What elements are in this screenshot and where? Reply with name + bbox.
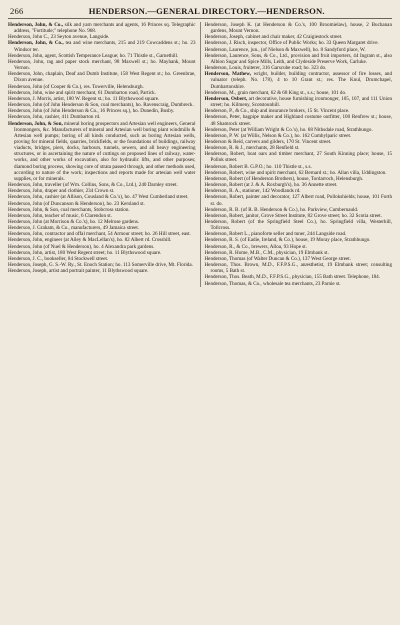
entry-text: Henderson, Joseph, cabinet and chair maker, 42 Craigiestock street. <box>204 34 343 41</box>
entry-text: Henderson, J. Risch, inspector, Office of Public Works; ho. 33 Queen Margaret drive. <box>204 40 379 47</box>
directory-entry <box>205 114 393 126</box>
entry-text: Henderson, Robert (of Henderson Brothers), house, Tordarroch, Helensburgh. <box>204 175 364 182</box>
entry-text: Henderson, R., & Co., brewers, Alloa, 93 Hope st. <box>204 243 307 250</box>
entry-text: Henderson, Robert L., pianoforte seller and tuner, 244 Langside road. <box>204 231 347 238</box>
entry-name: Henderson, John, & Co., <box>8 22 64 28</box>
directory-entry <box>205 71 393 89</box>
columns <box>8 22 392 287</box>
directory-entry <box>205 22 393 34</box>
entry-text: Henderson, John, engineer (at Ailey & MacLellan's), ho. 82 Albert rd. Crosshill. <box>8 237 172 244</box>
entry-text: Henderson, R. S. (of Eadie, Ireland, & Co.), house, 19 Moray place, Strathbungo. <box>204 237 371 244</box>
entry-text: mineral boring prospectors and Artesian well engineers, General Ironmongers, &c. Manufacturers of mineral and Artesian well boring plant windmills & Artesian well pumps; boring of all kinds conducted, such as boring Artesian wells, proving for mineral fields, quarries, brickfields, or the foundations of buildings, railway viaducts, bridges, piers, docks, harbours, tunnels, sewers, and all heavy engineering structures, or in ascertaining the nature of cuttings on proposed lines of railway, water-works, and other works of excavation, also for hydraulic lifts, and other purposes; diamond boring process, showing core of strata passed through, and other methods used, according to nature of the work; inspections and reports made for artesian well water supplies, or for minerals. <box>14 120 196 182</box>
entry-name: Henderson, Mathew, <box>204 71 251 78</box>
directory-entry <box>8 40 196 52</box>
directory-entry <box>8 22 196 34</box>
directory-entry <box>205 262 393 274</box>
entry-text: Henderson, John (of Duncanson & Henderson), ho. 23 Kersland st. <box>8 200 145 207</box>
entry-text: Henderson, John, cashier, 411 Dumbarton rd. <box>8 114 101 121</box>
entry-text: Henderson, M., grain merchant, 62 & 68 King st., s.s.; house, 101 do. <box>204 89 347 96</box>
entry-text: Henderson, John, contractor and offal merchant, 54 Armour street; ho. 26 Hill street, east. <box>8 231 191 238</box>
page-header <box>8 6 392 19</box>
entry-text: Henderson, Laurence, Sons, & Co., Ltd., provision and fruit importers, 44 Ingram st., also Albion Sugar and Spice Mills, Leith, and Clydeside Preserve Work, Carluke. <box>204 52 392 65</box>
directory-entry <box>205 151 393 163</box>
page-number: 266 <box>10 6 24 16</box>
entry-text: Henderson, Robert, wine and spirit merchant, 62 Bernard st.; ho. Allan villa, Uddingston. <box>204 169 387 176</box>
entry-text: Henderson, Thos. Beath, M.D., F.F.P.S.G., physician, 155 Bath street. Telephone, 184. <box>204 274 380 281</box>
entry-name: Henderson, Osbert, <box>204 95 248 102</box>
entry-text: Henderson, J. C., bookseller, 84 Stockwell street. <box>8 255 109 262</box>
entry-text: Henderson, Joseph K. (at Henderson & Co.'s, 100 Broomielaw), house, 2 Buchanan gardens, Mount Vernon. <box>204 22 392 35</box>
entry-text: Henderson, J. Morris, artist, 180 W. Regent st.; ho. 11 Blythswood square. <box>8 95 160 102</box>
entry-text: Henderson & Reid, carvers and gilders, 170 St. Vincent street. <box>204 138 332 145</box>
entry-text: Henderson, John, teacher of music, 6 Clarendon st. <box>8 212 112 219</box>
entry-text: silk and yarn merchants and agents, 16 Princes sq. Telegraphic address, "Fortitude;" telephone No. 968. <box>14 22 196 35</box>
entry-text: wright, builder, building contractor, assessor of fire losses, and valuator (teleph. No. 178), 4 to 10 Grant st.; res. The Knul, Drumchapel, Dumbartonshire. <box>210 71 392 90</box>
entry-text: Henderson, P. W. (at Willis, Nelson & Co.), ho. 162 Cumbylparic street. <box>204 132 352 139</box>
entry-text: Henderson, John (of John Henderson & Co., 16 Princes sq.), ho. Dunedin, Busby. <box>8 108 175 115</box>
directory-entry <box>205 219 393 231</box>
entry-text: Henderson, John, agent, Scottish Temperance League; ho. 71 Thistle st., Garnethill. <box>8 52 179 59</box>
directory-entry <box>205 53 393 65</box>
entry-text: Henderson, P., & Co., ship and insurance brokers, 15 St. Vincent place. <box>204 108 350 115</box>
entry-text: Henderson, John (at Morrison & Co.'s), ho. 12 Melrose gardens. <box>8 219 140 225</box>
entry-text: Henderson, J. Graham, & Co., manufacturers, 49 Jamaica street. <box>8 225 140 232</box>
entry-text: Henderson, Joseph, G. S.-W. Ry., St. Enoch Station; ho. 113 Somerville drive, Mt. Florida. <box>8 262 193 269</box>
entry-text: Henderson, Peter (at William Wright & Co.'s), ho. 68 Nithsdale road, Strathbungo. <box>204 126 373 133</box>
entry-text: Henderson, Laurence, jun., (of Nielson & Maxwell), ho. 8 Sandyford place, W. <box>204 46 366 53</box>
directory-entry <box>205 96 393 108</box>
entry-text: Henderson, R. Home, M.B., C.M., physician, 19 Elmbank st. <box>204 249 329 256</box>
entry-text: Henderson, John, wine and spirit merchant, 61 Dumbarton road, Partick. <box>8 89 156 96</box>
entry-text: Henderson, John, cashier (at Allison, Cousland & Co.'s), ho. 47 West Cumberland street. <box>8 194 189 201</box>
directory-entry <box>8 59 196 71</box>
directory-entry <box>205 194 393 206</box>
entry-text: Henderson, John, traveller (of Wm. Collins, Sons, & Co., Ltd.), 240 Darnley street. <box>8 182 178 189</box>
entry-text: art decorative, house furnishing ironmonger, 105, 107, and 111 Union street; ho. Kilmeny, Scotstounhill. <box>210 95 392 109</box>
entry-name: Henderson, John, & Son, <box>8 120 63 127</box>
entry-text: Henderson, Robert B. G.P.O.; ho. 110 Thistle st., s.s. <box>204 163 312 170</box>
entry-text: Henderson, Robert (of the Springfield Steel Co.), ho. Springfield villa, Westerhill, Tollcross. <box>204 219 392 232</box>
entry-name: Henderson, John, & Co., <box>8 40 64 47</box>
entry-text: Henderson, Thomas, & Co., wholesale tea merchants, 23 Parnie st. <box>204 280 341 287</box>
entry-text: Henderson, John, chaplain, Deaf and Dumb Institute, 158 West Regent st.; ho. Greenbrae, Dixon avenue. <box>8 71 196 84</box>
entry-text: Henderson, Peter, bagpipe maker and Highland costume outfitter, 100 Renfrew st.; house, 48 Shamrock street. <box>204 114 392 127</box>
entry-text: Henderson, Robert (at J. & A. Roxburgh's), ho. 36 Annette street. <box>204 182 338 189</box>
directory-entry <box>8 71 196 83</box>
entry-text: Henderson, Louis, fruiterer, 316 Garscube road; ho. 323 do. <box>204 65 327 72</box>
entry-text: Henderson, John, rag and paper stock merchant, 98 Maxwell st.; ho. Mayhank, Mount Vernon. <box>8 58 196 72</box>
entry-text: Henderson, Robert, boat oars and timber merchant, 27 South Kinning place; house, 15 Pollok street. <box>204 151 392 164</box>
entry-text: tea and wine merchants, 215 and 219 Cowcaddens st.; ho. 23 Windsor ter. <box>14 40 196 53</box>
entry-text: Henderson, Joseph, artist and portrait painter, 11 Blythswood square. <box>8 268 149 275</box>
entry-text: Henderson, Thos. Brown, M.D., F.F.P.S.G., anæsthetist, 19 Elmbank street; consulting rooms, 5 Bath st. <box>204 262 392 275</box>
directory-entry <box>8 121 196 183</box>
entry-text: Henderson, John (of Nuel & Henderson), ho. 4 Alexandra park gardens. <box>8 243 155 250</box>
entry-text: Henderson, R. A., stationer, 142 Woodlands rd. <box>204 188 301 195</box>
entry-text: Henderson, John, draper and clothier, 234 Crown st. <box>8 188 115 195</box>
directory-entry <box>8 268 196 274</box>
entry-text: Henderson, Robert, painter and decorator, 127 Albert road, Pollokshields; house, 101 Forth st. do. <box>204 194 392 207</box>
entry-text: Henderson, John, & Son, coal merchants, Stobcross station. <box>8 206 130 213</box>
left-column <box>8 22 200 287</box>
directory-entry <box>205 281 393 287</box>
entry-text: Henderson, John C., 23 Seyton avenue, Langside. <box>8 34 110 41</box>
entry-text: Henderson, John, artist, 180 West Regent street; ho. 11 Blythswood square. <box>8 249 162 256</box>
entry-text: Henderson, John (of Cooper & Co.), res. Towerville, Helensburgh. <box>8 83 144 90</box>
running-title: HENDERSON.—GENERAL DIRECTORY.—HENDERSON. <box>88 6 325 16</box>
entry-text: Henderson, Robert, janitor, Grove Street Institute, 82 Grove street; ho. 32 Scotia street. <box>204 212 382 219</box>
entry-text: Henderson, R. B. (of R. B. Henderson & Co.), ho. Parkview, Cumbernauld. <box>204 206 359 213</box>
entry-text: Henderson, Thomas (of Walter Duncan & Co.), 137 West George street. <box>204 255 351 262</box>
right-column <box>200 22 393 287</box>
entry-text: Henderson, R. & J., merchants, 28 Renfield st. <box>204 145 300 152</box>
entry-text: Henderson, John (of John Henderson & Son, coal merchants), ho. Ravenscraig, Dumbreck. <box>8 102 194 109</box>
